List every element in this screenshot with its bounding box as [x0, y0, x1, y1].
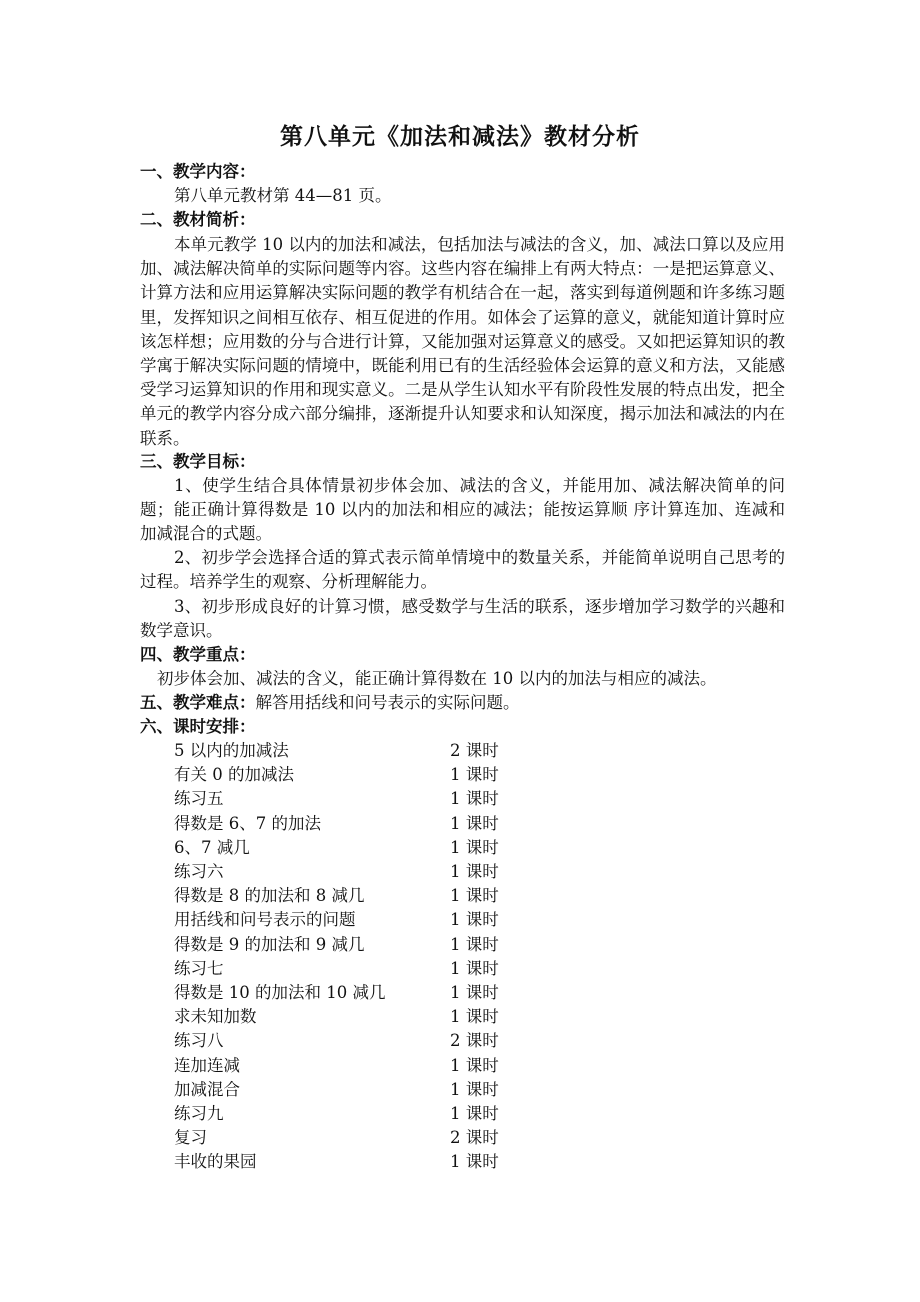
section-difficulty-row	[140, 691, 790, 715]
section-text-content: 第八单元教材第 44—81 页。	[174, 186, 392, 205]
goal-item-3: 3、初步形成良好的计算习惯，感受数学与生活的联系，逐步增加学习数学的兴趣和数学意识。	[140, 597, 785, 641]
schedule-lesson-hours: 2 课时	[450, 1128, 499, 1148]
section-heading-content: 一、教学内容：	[140, 162, 256, 181]
schedule-lesson-name: 得数是 10 的加法和 10 减几	[174, 983, 386, 1002]
schedule-lesson-hours: 1 课时	[450, 1079, 499, 1099]
schedule-lesson-hours: 1 课时	[450, 789, 499, 809]
schedule-lesson-name: 丰收的果园	[174, 1152, 257, 1172]
schedule-lesson-hours: 1 课时	[450, 765, 499, 785]
schedule-lesson-name: 练习七	[174, 958, 224, 978]
goal-item-2: 2、初步学会选择合适的算式表示简单情境中的数量关系，并能简单说明自己思考的过程。培养学生的观察、分析理解能力。	[140, 548, 785, 592]
section-text-analysis: 本单元教学 10 以内的加法和减法，包括加法与减法的含义，加、减法口算以及应用加、减法解决简单的实际问题等内容。这些内容在编排上有两大特点：一是把运算意义、计算方法和应用运算解决实际问题的教学有机结合在一起，落实到每道例题和许多练习题里，发挥知识之间相互依存、相互促进的作用。如体会了运算的意义，就能知道计算时应该怎样想；应用数的分与合进行计算，又能加强对运算意义的感受。又如把运算知识的教学寓于解决实际问题的情境中，既能利用已有的生活经验体会运算的意义和方法，又能感受学习运算知识的作用和现实意义。二是从学生认知水平有阶段性发展的特点出发，把全单元的教学内容分成六部分编排，逐渐提升认知要求和认知深度，揭示加法和减法的内在联系。	[140, 235, 785, 448]
schedule-lesson-name: 练习五	[174, 789, 224, 809]
schedule-lesson-name: 练习八	[174, 1031, 224, 1051]
schedule-lesson-name: 练习六	[174, 862, 224, 881]
schedule-lesson-hours: 1 课时	[450, 910, 499, 930]
schedule-lesson-name: 得数是 6、7 的加法	[174, 813, 321, 833]
schedule-lesson-name: 用括线和问号表示的问题	[174, 910, 356, 930]
document-title: 第八单元《加法和减法》教材分析	[280, 124, 640, 150]
schedule-lesson-name: 6、7 减几	[174, 837, 250, 857]
schedule-lesson-name: 加减混合	[174, 1079, 240, 1099]
schedule-lesson-hours: 1 课时	[450, 1007, 499, 1027]
schedule-lesson-hours: 1 课时	[450, 1152, 499, 1172]
section-text-difficulty: 解答用括线和问号表示的实际问题。	[255, 693, 520, 712]
section-text-key-points: 初步体会加、减法的含义，能正确计算得数在 10 以内的加法与相应的减法。	[157, 669, 717, 688]
section-heading-analysis: 二、教材简析：	[140, 210, 256, 229]
schedule-lesson-hours: 1 课时	[450, 813, 499, 833]
schedule-lesson-name: 练习九	[174, 1104, 224, 1123]
schedule-lesson-hours: 1 课时	[450, 886, 499, 906]
schedule-lesson-hours: 1 课时	[450, 862, 499, 881]
schedule-lesson-hours: 2 课时	[450, 741, 499, 760]
schedule-lesson-name: 得数是 9 的加法和 9 减几	[174, 934, 365, 954]
schedule-lesson-hours: 1 课时	[450, 1104, 499, 1123]
schedule-lesson-hours: 1 课时	[450, 837, 499, 857]
schedule-lesson-name: 有关 0 的加减法	[174, 765, 294, 785]
schedule-lesson-hours: 1 课时	[450, 958, 499, 978]
schedule-lesson-name: 连加连减	[174, 1055, 240, 1075]
schedule-lesson-hours: 1 课时	[450, 1055, 499, 1075]
section-heading-goals: 三、教学目标：	[140, 452, 256, 471]
schedule-lesson-hours: 2 课时	[450, 1031, 499, 1051]
section-heading-difficulty: 五、教学难点：	[140, 693, 256, 712]
section-heading-schedule: 六、课时安排：	[140, 717, 256, 736]
section-heading-key-points: 四、教学重点：	[140, 645, 256, 664]
goal-item-1: 1、使学生结合具体情景初步体会加、减法的含义，并能用加、减法解决简单的问题；能正确计算得数是 10 以内的加法和相应的减法；能按运算顺 序计算连加、连减和加减混合的式题。	[140, 476, 785, 544]
schedule-lesson-name: 5 以内的加减法	[174, 741, 289, 760]
schedule-lesson-name: 得数是 8 的加法和 8 减几	[174, 886, 365, 906]
schedule-lesson-name: 复习	[174, 1128, 207, 1148]
schedule-lesson-hours: 1 课时	[450, 934, 499, 954]
schedule-lesson-name: 求未知加数	[174, 1007, 257, 1027]
schedule-lesson-hours: 1 课时	[450, 983, 499, 1002]
